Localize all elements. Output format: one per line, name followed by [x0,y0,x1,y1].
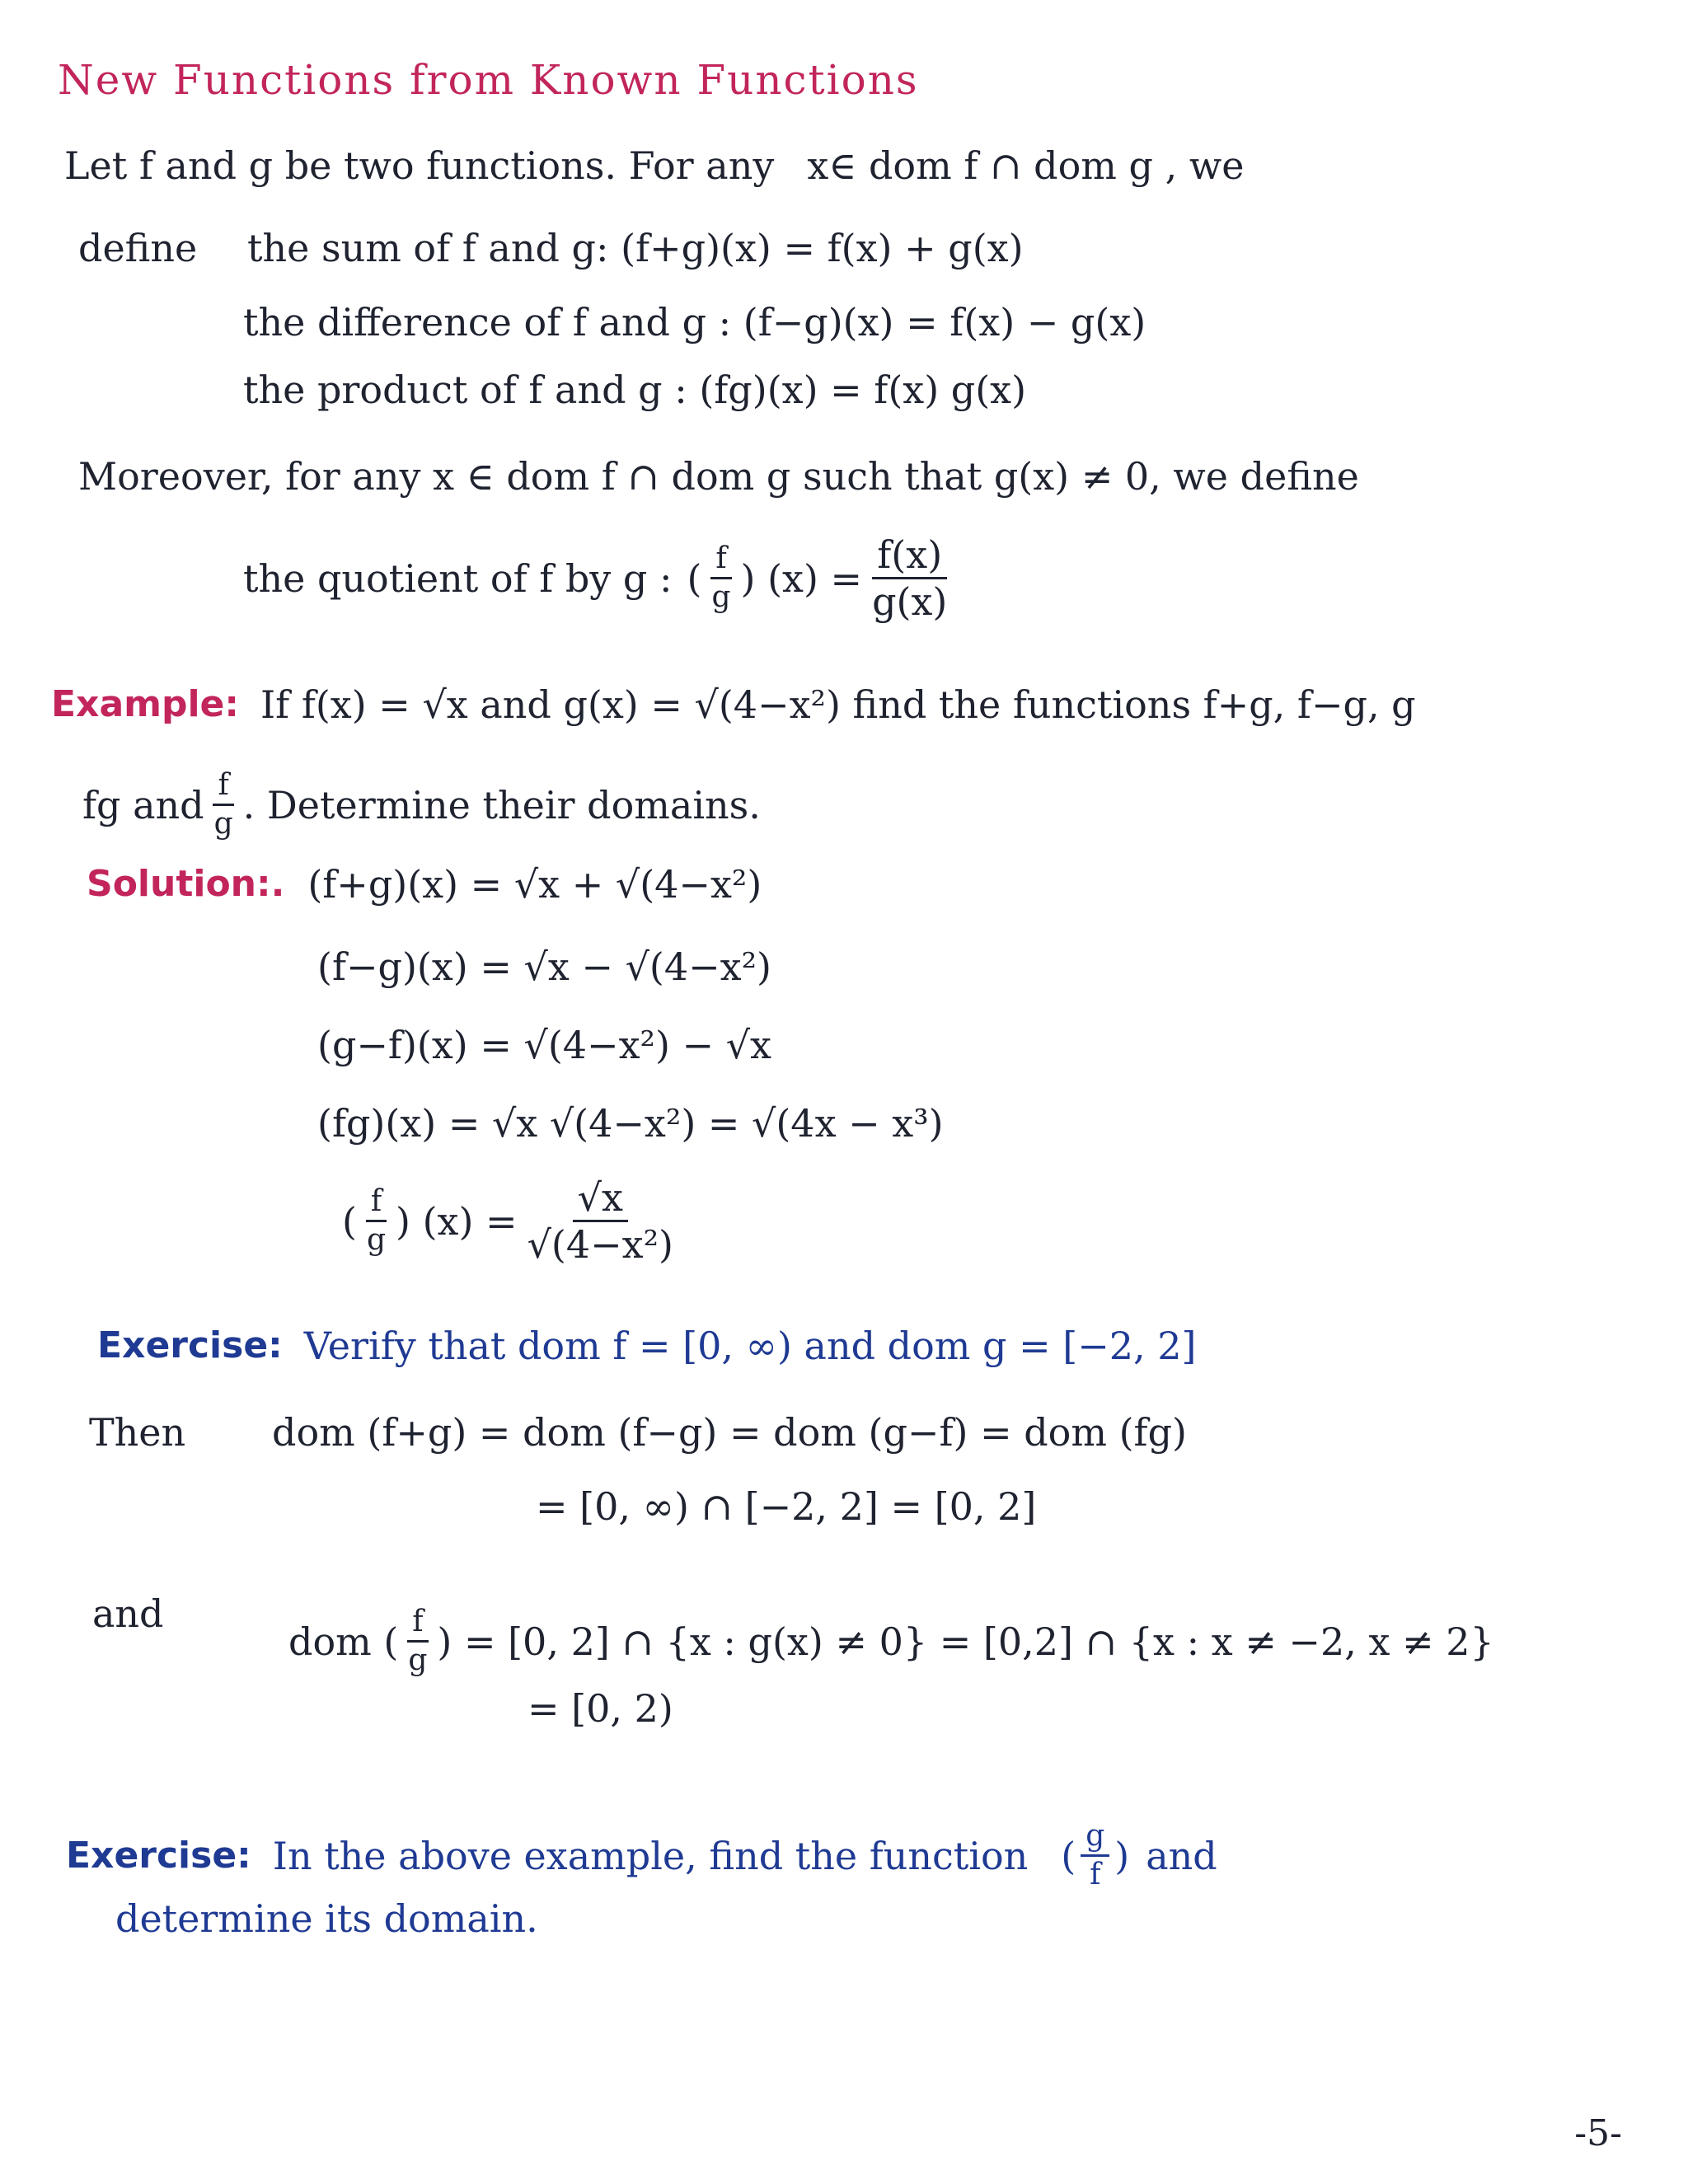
define-word: define [78,226,198,270]
solution-line-2: (f−g)(x) = √x − √(4−x²) [317,944,771,989]
intro-line-1: Let f and g be two functions. For any x∈ dom f ∩ dom g , we [64,143,1245,188]
and-word: and [92,1591,164,1636]
fraction-sqrt-quotient: $\frac{√x}{\text{√(4−x²)}}$ [527,1175,673,1267]
solution-label: Solution:. [87,863,285,905]
example-label: Example: [51,683,239,725]
exercise1-label: Exercise: [97,1324,283,1366]
example-line-2: fg and $\frac{f}{g}$ . Determine their domains. [82,768,761,841]
difference-definition: the difference of f and g : (f−g)(x) = f(x) − g(x) [243,300,1146,344]
solution-line-5: ( $\frac{f}{g}$ ) (x) = $\frac{√x}{\text{√(4−x²)}}$ [342,1179,1688,1263]
fraction-f-over-g: $\frac{f}{g}$ [213,768,233,841]
dom-quotient: dom ( $\frac{f}{g}$ ) = [0, 2] ∩ {x : g(x) ≠ 0} = [0,2] ∩ {x : x ≠ −2, x ≠ 2} [288,1605,1494,1677]
quotient-definition: the quotient of f by g : ( $\frac{f}{g}$ ) (x) = $\frac{f(x)}{g(x)}$ [243,536,1688,621]
fraction-f-over-g: $\frac{f}{g}$ [408,1605,428,1677]
solution-line-4: (fg)(x) = √x √(4−x²) = √(4x − x³) [317,1101,944,1146]
fraction-g-over-f: $\frac{g}{f}$ [1081,1821,1109,1890]
fraction-fx-over-gx: $\frac{f(x)}{g(x)}$ [872,532,948,624]
fraction-f-over-g: $\frac{f}{g}$ [366,1184,386,1257]
exercise2-line-2: determine its domain. [115,1896,538,1941]
dom-result-1: = [0, ∞) ∩ [−2, 2] = [0, 2] [536,1484,1037,1529]
page-title: New Functions from Known Functions [58,56,919,104]
example-line-1: Example: If f(x) = √x and g(x) = √(4−x²) find the functions f+g, f−g, g [51,682,1416,727]
dom-result-2: = [0, 2) [528,1686,673,1731]
then-text: dom (f+g) = dom (f−g) = dom (g−f) = dom (fg) [272,1410,1187,1455]
exercise1-line-1: Exercise: Verify that dom f = [0, ∞) and dom g = [−2, 2] [97,1324,1197,1368]
sum-definition: the sum of f and g: (f+g)(x) = f(x) + g(x) [247,226,1024,270]
fraction-f-over-g: $\frac{f}{g}$ [711,541,731,614]
solution-line-1: Solution:. (f+g)(x) = √x + √(4−x²) [87,862,762,907]
moreover-text: Moreover, for any x ∈ dom f ∩ dom g such that g(x) ≠ 0, we define [78,454,1359,499]
product-definition: the product of f and g : (fg)(x) = f(x) g(x) [243,368,1027,412]
then-word: Then [89,1410,186,1455]
page-number: -5- [1574,2112,1622,2154]
exercise2-line-1: Exercise: In the above example, find the function ( $\frac{g}{f}$ ) and [66,1819,1217,1891]
exercise2-label: Exercise: [66,1834,251,1877]
solution-line-3: (g−f)(x) = √(4−x²) − √x [317,1023,771,1067]
